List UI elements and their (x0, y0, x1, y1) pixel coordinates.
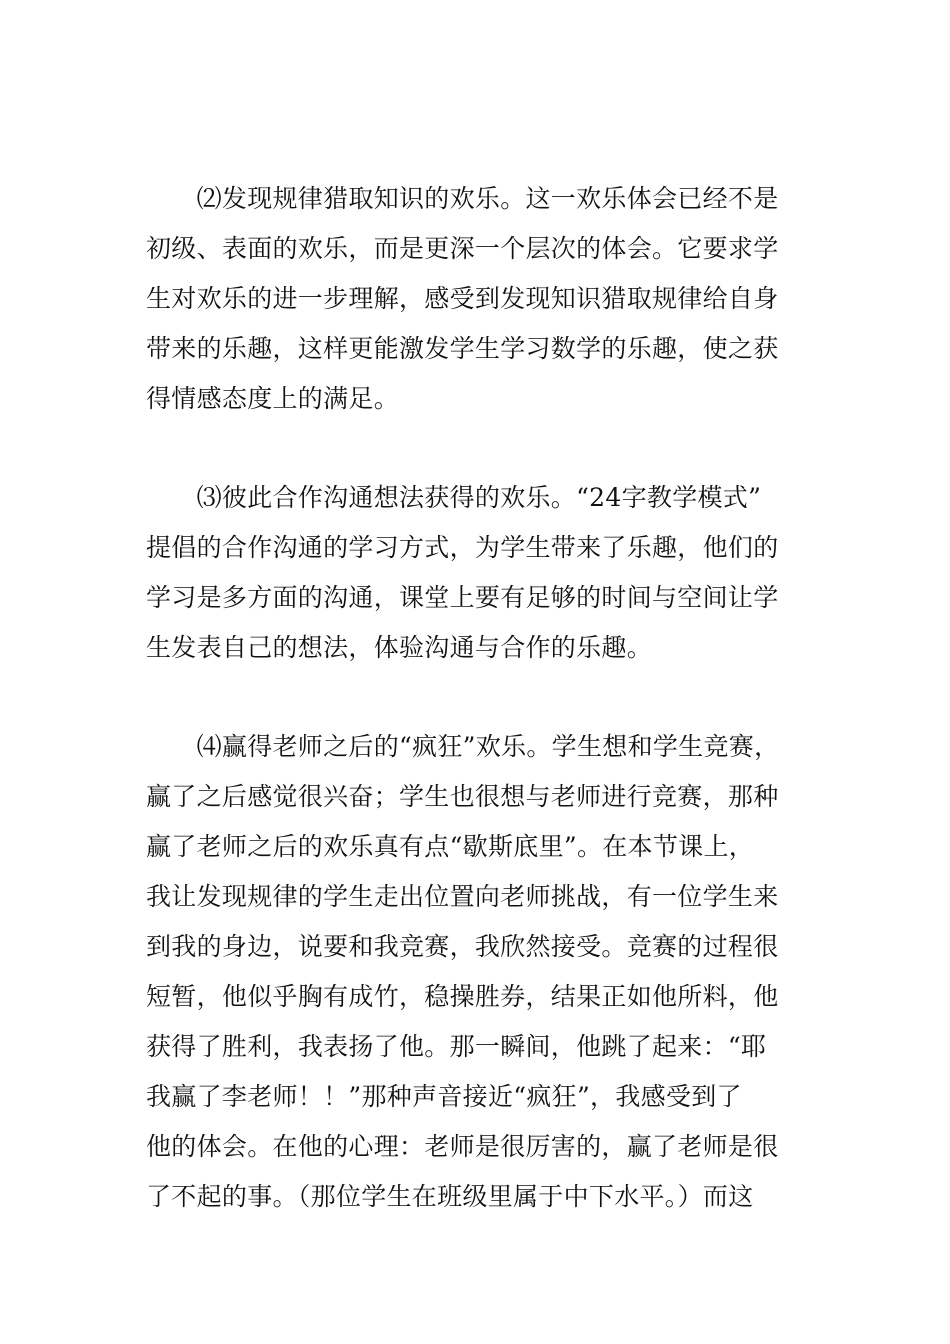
text-line: 带来的乐趣，这样更能激发学生学习数学的乐趣，使之获 (146, 334, 779, 363)
paragraph-2 (146, 174, 826, 424)
text-line: ⑵发现规律猎取知识的欢乐。这一欢乐体会已经不是 (146, 184, 779, 213)
text-line: 他的体会。在他的心理：老师是很厉害的，赢了老师是很 (146, 1132, 779, 1161)
text-line: 短暂，他似乎胸有成竹，稳操胜券，结果正如他所料，他 (146, 982, 779, 1011)
text-line: 初级、表面的欢乐，而是更深一个层次的体会。它要求学 (146, 234, 779, 263)
text-line: 得情感态度上的满足。 (146, 384, 400, 413)
text-line: 我让发现规律的学生走出位置向老师挑战，有一位学生来 (146, 882, 779, 911)
text-line: ⑷赢得老师之后的“疯狂”欢乐。学生想和学生竞赛， (146, 732, 780, 761)
text-line: 赢了之后感觉很兴奋；学生也很想与老师进行竞赛，那种 (146, 782, 779, 811)
text-line: 获得了胜利，我表扬了他。那一瞬间，他跳了起来：“耶 (146, 1032, 767, 1061)
text-line: 学习是多方面的沟通，课堂上要有足够的时间与空间让学 (146, 583, 779, 612)
text-line: 生对欢乐的进一步理解，感受到发现知识猎取规律给自身 (146, 284, 779, 313)
text-line: ⑶彼此合作沟通想法获得的欢乐。“24字教学模式” (146, 483, 762, 512)
text-line: 生发表自己的想法，体验沟通与合作的乐趣。 (146, 633, 653, 662)
paragraph-4 (146, 722, 826, 1222)
text-line: 了不起的事。（那位学生在班级里属于中下水平。）而这 (146, 1182, 754, 1211)
paragraph-3 (146, 473, 826, 673)
text-line: 提倡的合作沟通的学习方式，为学生带来了乐趣，他们的 (146, 533, 779, 562)
text-line: 到我的身边，说要和我竞赛，我欣然接受。竞赛的过程很 (146, 932, 779, 961)
text-line: 赢了老师之后的欢乐真有点“歇斯底里”。在本节课上， (146, 832, 755, 861)
text-line: 我赢了李老师！！”那种声音接近“疯狂”，我感受到了 (146, 1082, 742, 1111)
